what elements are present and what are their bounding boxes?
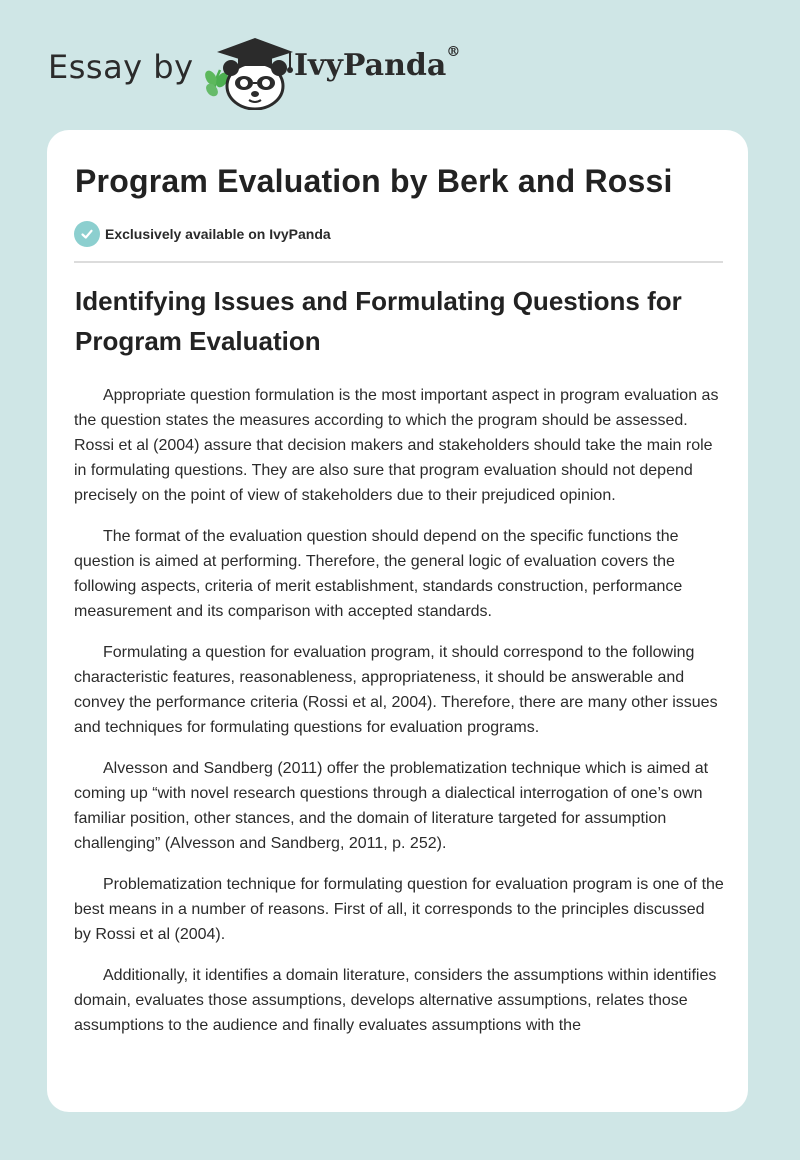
registered-mark: ® [446,44,461,60]
page-title: Program Evaluation by Berk and Rossi [75,163,673,199]
divider [74,261,723,263]
paragraph: Alvesson and Sandberg (2011) offer the problematization technique which is aimed at coming up “with novel research questions through a dialectical interrogation of one’s own familiar position, other stances, and the domain of literature targeted for assumption challenging” (Alvesson and Sandberg, 2011, p. 252). [74,760,709,852]
brand-prefix: Essay by [48,48,194,86]
section-heading: Identifying Issues and Formulating Questions for Program Evaluation [75,286,682,356]
paragraph: Appropriate question formulation is the most important aspect in program evaluation as the question states the measures according to which the program should be assessed. Rossi et al (2004) assure that decision makers and stakeholders should take the main role in formulating questions. They are also sure that program evaluation should not depend precisely on the point of view of stakeholders due to their prejudiced opinion. [74,387,719,504]
site-header [48,30,508,110]
paragraph: Additionally, it identifies a domain literature, considers the assumptions within identifies domain, evaluates those assumptions, develops alternative assumptions, relates those assumptions to the audience and finally evaluates assumptions with the [74,967,717,1034]
brand-name[interactable]: IvyPanda® [294,44,461,83]
exclusive-badge-text: Exclusively available on IvyPanda [105,226,331,242]
paragraph: Formulating a question for evaluation program, it should correspond to the following characteristic features, reasonableness, appropriateness, it should be answerable and convey the performance criteria (Rossi et al, 2004). Therefore, there are many other issues and techniques for formulating questions for evaluation programs. [74,644,718,736]
paragraph: The format of the evaluation question should depend on the specific functions the question is aimed at performing. Therefore, the general logic of evaluation covers the following aspects, criteria of merit establishment, standards construction, performance measurement and its comparison with accepted standards. [74,528,683,620]
paragraph: Problematization technique for formulating question for evaluation program is one of the best means in a number of reasons. First of all, it corresponds to the principles discussed by Rossi et al (2004). [74,876,724,943]
essay-card [47,130,748,1112]
exclusive-badge [74,221,331,247]
checkmark-icon [74,221,100,247]
article-body [74,383,725,1054]
